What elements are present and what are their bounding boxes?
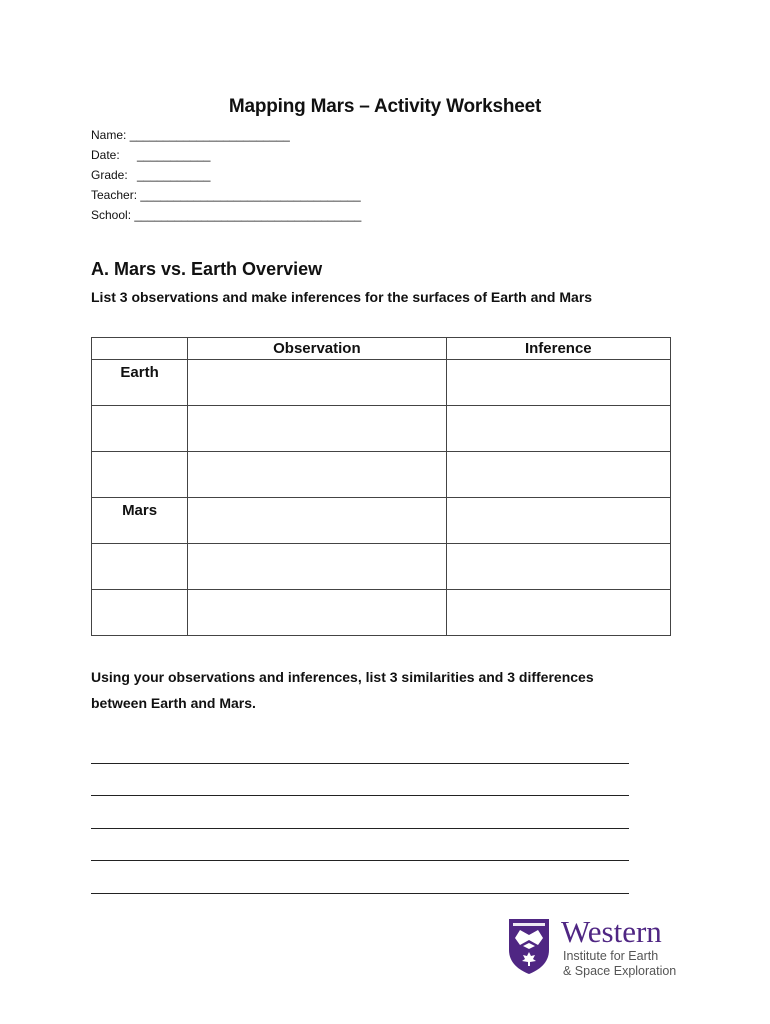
table-row xyxy=(92,406,671,452)
row-label-earth: Earth xyxy=(92,360,188,406)
teacher-field[interactable] xyxy=(91,185,361,205)
row-label xyxy=(92,452,188,498)
row-label xyxy=(92,544,188,590)
section-instruction: List 3 observations and make inferences for the surfaces of Earth and Mars xyxy=(91,289,593,305)
inference-cell[interactable] xyxy=(446,590,670,636)
row-label xyxy=(92,406,188,452)
observation-cell[interactable] xyxy=(188,590,446,636)
answer-line[interactable] xyxy=(91,764,629,797)
table-header-inference: Inference xyxy=(446,338,670,360)
teacher-blank[interactable]: _________________________________ xyxy=(140,188,361,202)
answer-line[interactable] xyxy=(91,861,629,894)
date-field[interactable] xyxy=(91,145,361,165)
observation-cell[interactable] xyxy=(188,544,446,590)
table-row xyxy=(92,544,671,590)
question-line-1: Using your observations and inferences, list 3 similarities and 3 differences xyxy=(91,669,594,685)
inference-cell[interactable] xyxy=(446,452,670,498)
table-row xyxy=(92,360,671,406)
name-label: Name: xyxy=(91,128,127,142)
table-header-observation: Observation xyxy=(188,338,446,360)
answer-line[interactable] xyxy=(91,731,629,764)
school-blank[interactable]: __________________________________ xyxy=(134,208,362,222)
observation-table xyxy=(91,337,671,636)
answer-line[interactable] xyxy=(91,829,629,862)
grade-blank[interactable]: ___________ xyxy=(137,168,211,182)
name-blank[interactable]: ________________________ xyxy=(129,128,290,142)
inference-cell[interactable] xyxy=(446,544,670,590)
answer-line[interactable] xyxy=(91,796,629,829)
table-row xyxy=(92,452,671,498)
grade-field[interactable] xyxy=(91,165,361,185)
section-heading: A. Mars vs. Earth Overview xyxy=(91,259,323,279)
logo-subtitle-line-2: & Space Exploration xyxy=(563,964,677,978)
page-title: Mapping Mars – Activity Worksheet xyxy=(228,96,542,117)
observation-cell[interactable] xyxy=(188,360,446,406)
question-line-2: between Earth and Mars. xyxy=(91,695,256,711)
student-info-fields xyxy=(91,125,361,225)
inference-cell[interactable] xyxy=(446,498,670,544)
shield-crest-icon xyxy=(506,916,552,976)
grade-label: Grade: xyxy=(91,168,128,182)
table-row xyxy=(92,590,671,636)
row-label xyxy=(92,590,188,636)
observation-cell[interactable] xyxy=(188,406,446,452)
row-label-mars: Mars xyxy=(92,498,188,544)
observation-cell[interactable] xyxy=(188,452,446,498)
date-label: Date: xyxy=(91,148,120,162)
table-header-blank xyxy=(92,338,188,360)
western-logo xyxy=(506,916,686,980)
table-header-row xyxy=(92,338,671,360)
name-field[interactable] xyxy=(91,125,361,145)
logo-subtitle xyxy=(563,949,676,979)
teacher-label: Teacher: xyxy=(91,188,138,202)
observation-cell[interactable] xyxy=(188,498,446,544)
inference-cell[interactable] xyxy=(446,406,670,452)
table-row xyxy=(92,498,671,544)
comparison-question xyxy=(91,664,691,716)
school-field[interactable] xyxy=(91,205,361,225)
answer-lines xyxy=(91,731,629,894)
logo-wordmark: Western xyxy=(561,914,662,949)
logo-subtitle-line-1: Institute for Earth xyxy=(563,949,659,963)
inference-cell[interactable] xyxy=(446,360,670,406)
date-blank[interactable]: ___________ xyxy=(137,148,211,162)
school-label: School: xyxy=(91,208,132,222)
